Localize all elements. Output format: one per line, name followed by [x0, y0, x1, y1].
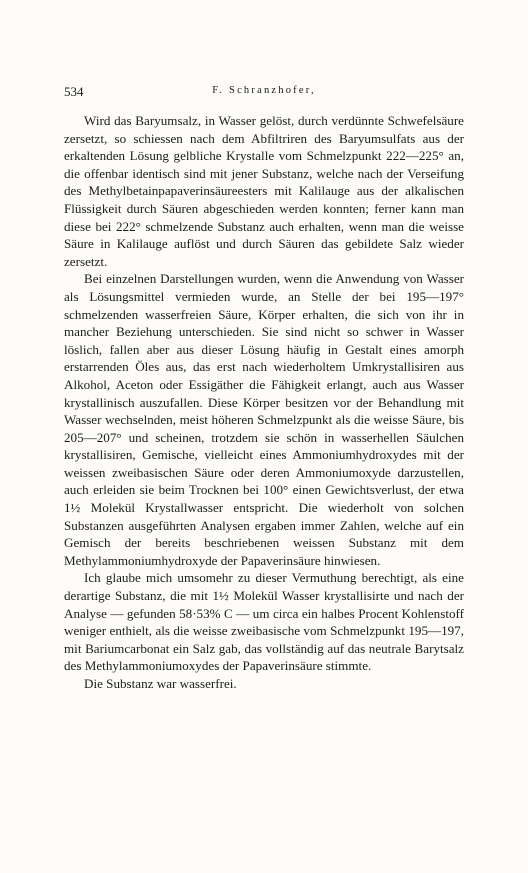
body-text [64, 112, 464, 693]
book-page [64, 84, 464, 693]
running-head: F. Schranzhofer, [212, 85, 316, 96]
paragraph-4: Die Substanz war wasserfrei. [84, 676, 237, 691]
paragraph-2: Bei einzelnen Darstellungen wurden, wenn die Anwendung von Wasser als Lösungsmittel vermieden wurde, an Stelle der bei 195—197° schmelzenden wasserfreien Säure, Körper erhalten, die sich von ihr in mancher Beziehung unterschieden. Sie sind nicht so schwer in Wasser löslich, fallen aber aus dieser Lösung häufig in Gestalt eines amorph erstarrenden Öles aus, das erst nach wiederholtem Umkrystallisiren aus Alkohol, Aceton oder Essigäther die Fähigkeit erlangt, auch aus Wasser krystallinisch auszufallen. Diese Körper besitzen vor der Behandlung mit Wasser wechselnden, meist höheren Schmelzpunkt als die weisse Säure, bis 205—207° und scheinen, trotzdem sie schön in wasserhellen Säulchen krystallisiren, Gemische, vielleicht eines Ammoniumhydroxydes mit der weissen zweibasischen Säure oder deren Ammoniumoxyde darzustellen, auch erleiden sie beim Trocknen bei 100° einen Gewichtsverlust, der etwa 1½ Molekül Krystallwasser entspricht. Die wiederholt von solchen Substanzen ausgeführten Analysen ergaben immer Zahlen, welche auf ein Gemisch der bereits beschriebenen weissen Substanz mit dem Methylammoniumhydroxyde der Papaverinsäure hinwiesen. [64, 271, 464, 568]
paragraph-1: Wird das Baryumsalz, in Wasser gelöst, durch verdünnte Schwefelsäure zersetzt, so schiessen nach dem Abfiltriren des Baryumsulfats aus der erkaltenden Lösung gelbliche Krystalle vom Schmelzpunkt 222—225° an, die offenbar identisch sind mit jener Substanz, welche nach der Verseifung des Methylbetainpapaverinsäureesters mit Kalilauge aus der alkalischen Flüssigkeit durch Säuren abgeschieden werden konnten; ferner kann man diese bei 222° schmelzende Substanz auch erhalten, wenn man die weisse Säure in Kalilauge auflöst und durch Säuren das gebildete Salz wieder zersetzt. [64, 113, 464, 269]
page-header [64, 84, 464, 106]
page-number: 534 [64, 84, 84, 99]
paragraph-3: Ich glaube mich umsomehr zu dieser Vermuthung berechtigt, als eine derartige Substanz, die mit 1½ Molekül Wasser krystallisirte und nach der Analyse — gefunden 58·53% C — um circa ein halbes Procent Kohlenstoff weniger enthielt, als die weisse zweibasische vom Schmelzpunkt 195—197, mit Bariumcarbonat ein Salz gab, das vollständig auf das neutrale Barytsalz des Methylammoniumoxydes der Papaverinsäure stimmte. [64, 570, 464, 674]
